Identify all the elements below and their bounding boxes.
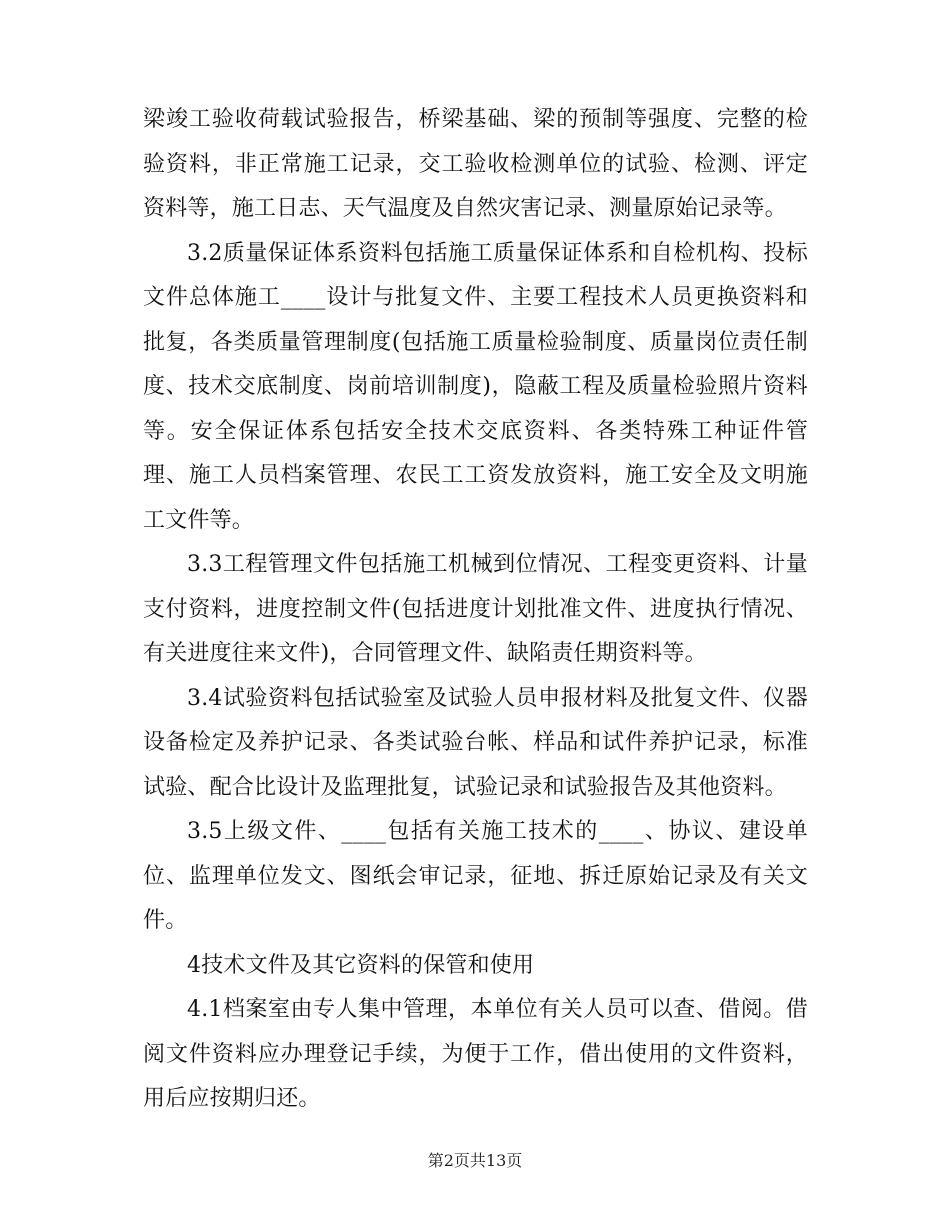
paragraph-3-3: 3.3工程管理文件包括施工机械到位情况、工程变更资料、计量支付资料，进度控制文件(包括进度计划批准文件、进度执行情况、有关进度往来文件)，合同管理文件、缺陷责任期资料等。: [143, 552, 808, 666]
document-body: [143, 98, 808, 1122]
paragraph-4-1: 4.1档案室由专人集中管理，本单位有关人员可以查、借阅。借阅文件资料应办理登记手续，为便于工作，借出使用的文件资料，用后应按期归还。: [143, 997, 808, 1111]
paragraph-3-5: 3.5上级文件、____包括有关施工技术的____、协议、建设单位、监理单位发文、图纸会审记录，征地、拆迁原始记录及有关文件。: [143, 819, 808, 933]
section-heading-4: 4技术文件及其它资料的保管和使用: [187, 952, 535, 978]
page-number-footer: 第2页共13页: [427, 1151, 523, 1170]
paragraph-continuation: 梁竣工验收荷载试验报告，桥梁基础、梁的预制等强度、完整的检验资料，非正常施工记录，交工验收检测单位的试验、检测、评定资料等，施工日志、天气温度及自然灾害记录、测量原始记录等。: [143, 107, 808, 221]
paragraph-3-2: 3.2质量保证体系资料包括施工质量保证体系和自检机构、投标文件总体施工____设计与批复文件、主要工程技术人员更换资料和批复，各类质量管理制度(包括施工质量检验制度、质量岗位责任制度、技术交底制度、岗前培训制度)，隐蔽工程及质量检验照片资料等。安全保证体系包括安全技术交底资料、各类特殊工种证件管理、施工人员档案管理、农民工工资发放资料，施工安全及文明施工文件等。: [143, 240, 808, 533]
paragraph-3-4: 3.4试验资料包括试验室及试验人员申报材料及批复文件、仪器设备检定及养护记录、各类试验台帐、样品和试件养护记录，标准试验、配合比设计及监理批复，试验记录和试验报告及其他资料。: [143, 685, 808, 800]
